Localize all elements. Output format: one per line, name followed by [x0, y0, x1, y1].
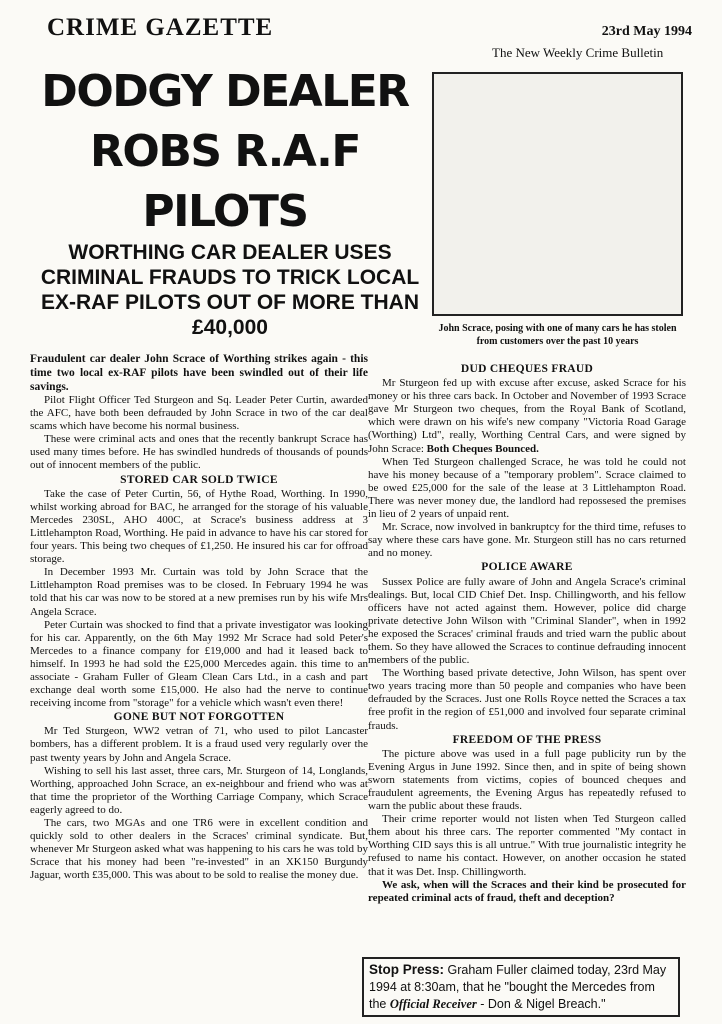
section-heading: STORED CAR SOLD TWICE: [120, 473, 278, 486]
left-column: [30, 352, 368, 882]
photo-placeholder: [432, 72, 683, 316]
headline: DODGY DEALER ROBS R.A.F PILOTS: [41, 66, 409, 237]
article-paragraph: Take the case of Peter Curtin, 56, of Hythe Road, Worthing. In 1990, whilst working abroad for BAC, he arranged for the storage of his valuable Mercedes 230SL, AHO 400C, at Scrace's business address at 3 Littlehampton Road, Worthing. He paid in advance to have his car stored for four years. This being two cheques of £1,250. He insured his car for offroad storage.: [30, 487, 368, 566]
section-heading: GONE BUT NOT FORGOTTEN: [113, 711, 285, 724]
article-paragraph: When Ted Sturgeon challenged Scrace, he was told he could not have his money because of a "temporary problem". Scrace claimed to be owed £25,000 for the sale of the lease at 3 Littlehampton Road. There was never money due, the landlord had repossesed the premises in lieu of 2 years of unpaid rent.: [368, 455, 686, 521]
stop-press-box: [362, 957, 680, 1017]
bulletin-tagline: The New Weekly Crime Bulletin: [492, 45, 664, 60]
article-paragraph: In December 1993 Mr. Curtain was told by John Scrace that the Littlehampton Road premises was to be closed. In February 1994 he was told that his car was now to be stored at a new premises run by his wife Mrs Angela Scrace.: [30, 566, 368, 618]
article-paragraph: [368, 377, 686, 456]
cheques-text: Mr Sturgeon fed up with excuse after excuse, asked Scrace for his money or his three cars back. In October and November of 1993 Scrace gave Mr Sturgeon two cheques, from the Royal Bank of Scotland, which were drawn on his wife's new company "Victoria Road Garage (Worthing) Ltd", really, Worthing Central Cars, and were signed by John Scrace:: [368, 377, 686, 455]
article-paragraph: Mr. Scrace, now involved in bankruptcy for the third time, refuses to say where these cars have gone. Mr. Sturgeon still has no cars returned and no money.: [368, 521, 686, 560]
lead-paragraph: Fraudulent car dealer John Scrace of Worthing strikes again - this time two local ex-RAF pilots have been swindled out of their life savings.: [30, 353, 368, 393]
stop-press-label: Stop Press:: [369, 962, 445, 977]
stop-press-text: Graham Fuller claimed today, 23rd May 1994 at 8:30am, that he "bought the Mercedes from the: [369, 963, 667, 1011]
article-paragraph: These were criminal acts and ones that the recently bankrupt Scrace has used many times before. He has swindled hundreds of thousands of pounds out of innocent members of the public.: [30, 433, 368, 472]
subheadline: WORTHING CAR DEALER USES CRIMINAL FRAUDS TO TRICK LOCAL EX-RAF PILOTS OUT OF MORE THAN £40,000: [40, 241, 420, 339]
cheques-bounced: Both Cheques Bounced.: [426, 442, 539, 455]
article-paragraph: Peter Curtain was shocked to find that a private investigator was looking for his car. Apparently, on the 6th May 1992 Mr Scrace had sold Peter's Mercedes to a finance company for £19,000 and had it leased back to himself. In 1993 he had sold the £25,000 Mercedes again. this time to an associate - Graham Fuller of Gleam Clean Cars Ltd., in a cash and part exchange deal worth some £15,000. He also had the nerve to continue receiving income from "storage" for a vehicle which wasn't even there!: [30, 618, 368, 710]
section-heading: POLICE AWARE: [481, 561, 573, 574]
closing-question: We ask, when will the Scraces and their kind be prosecuted for repeated criminal acts of fraud, theft and deception?: [368, 878, 686, 904]
official-receiver: Official Receiver: [389, 997, 477, 1011]
article-paragraph: The picture above was used in a full page publicity run by the Evening Argus in June 1992. Since then, and in spite of being shown sworn statements from victims, copies of bounced cheques and fraudulent agreements, the Evening Argus has repeatedly refused to warn the public about these frauds.: [368, 747, 686, 813]
article-paragraph: The cars, two MGAs and one TR6 were in excellent condition and quickly sold to other dealers in the Scraces' criminal syndicate. But, whenever Mr Sturgeon asked what was happening to his cars he was told by Scrace that his money had been "re-invested" in an XK150 Burgundy Jaguar, worth £35,000. This was about to be sold to realise the money due.: [30, 817, 368, 882]
section-heading: DUD CHEQUES FRAUD: [460, 363, 594, 375]
article-paragraph: Sussex Police are fully aware of John and Angela Scrace's criminal dealings. But, local CID Chief Det. Insp. Chillingworth, and his fellow officers have not acted against them. However, police did charge private detective John Wilson with "Criminal Slander", when in 1992 he exposed the Scraces' criminal frauds and tried warn the public about them. So they have allowed the Scraces to continue defrauding innocent members of the public.: [368, 575, 686, 667]
article-paragraph: Pilot Flight Officer Ted Sturgeon and Sq. Leader Peter Curtin, awarded the AFC, have both been defrauded by John Scrace in two of the car deal scams which have become his normal business.: [30, 394, 368, 433]
stop-press-signoff: - Don & Nigel Breach.": [476, 997, 606, 1011]
article-paragraph: Mr Ted Sturgeon, WW2 vetran of 71, who used to pilot Lancaster bombers, has a different problem. It is a fraud used very regularly over the past twenty years by John and Angela Scrace.: [30, 725, 368, 764]
section-heading: FREEDOM OF THE PRESS: [452, 733, 602, 746]
article-paragraph: Their crime reporter would not listen when Ted Sturgeon called them about his three cars. The reporter commented "My contact in Worthing CID says this is all untrue." With true journalistic integrity he refused to name his contact. However, on another occasion he stated that it was Det. Insp. Chillingworth.: [368, 813, 686, 878]
article-paragraph: Wishing to sell his last asset, three cars, Mr. Sturgeon of 14, Longlands, Worthing, approached John Scrace, an ex-neighbour and friend who was at that time the proprietor of the Worthing Carriage Company, which Scrace eagerly agreed to do.: [30, 764, 368, 816]
photo-caption: John Scrace, posing with one of many cars he has stolen from customers over the past 10 years: [438, 323, 677, 347]
masthead: CRIME GAZETTE: [47, 14, 274, 41]
right-column: [368, 362, 686, 905]
issue-date: 23rd May 1994: [601, 24, 692, 39]
article-paragraph: The Worthing based private detective, John Wilson, has spent over two years tracing more than 50 people and companies who have been defrauded by the Scraces. Just one Rolls Royce netted the Scraces a tax free profit in the region of £51,000 and involved four separate criminal frauds.: [368, 667, 686, 732]
